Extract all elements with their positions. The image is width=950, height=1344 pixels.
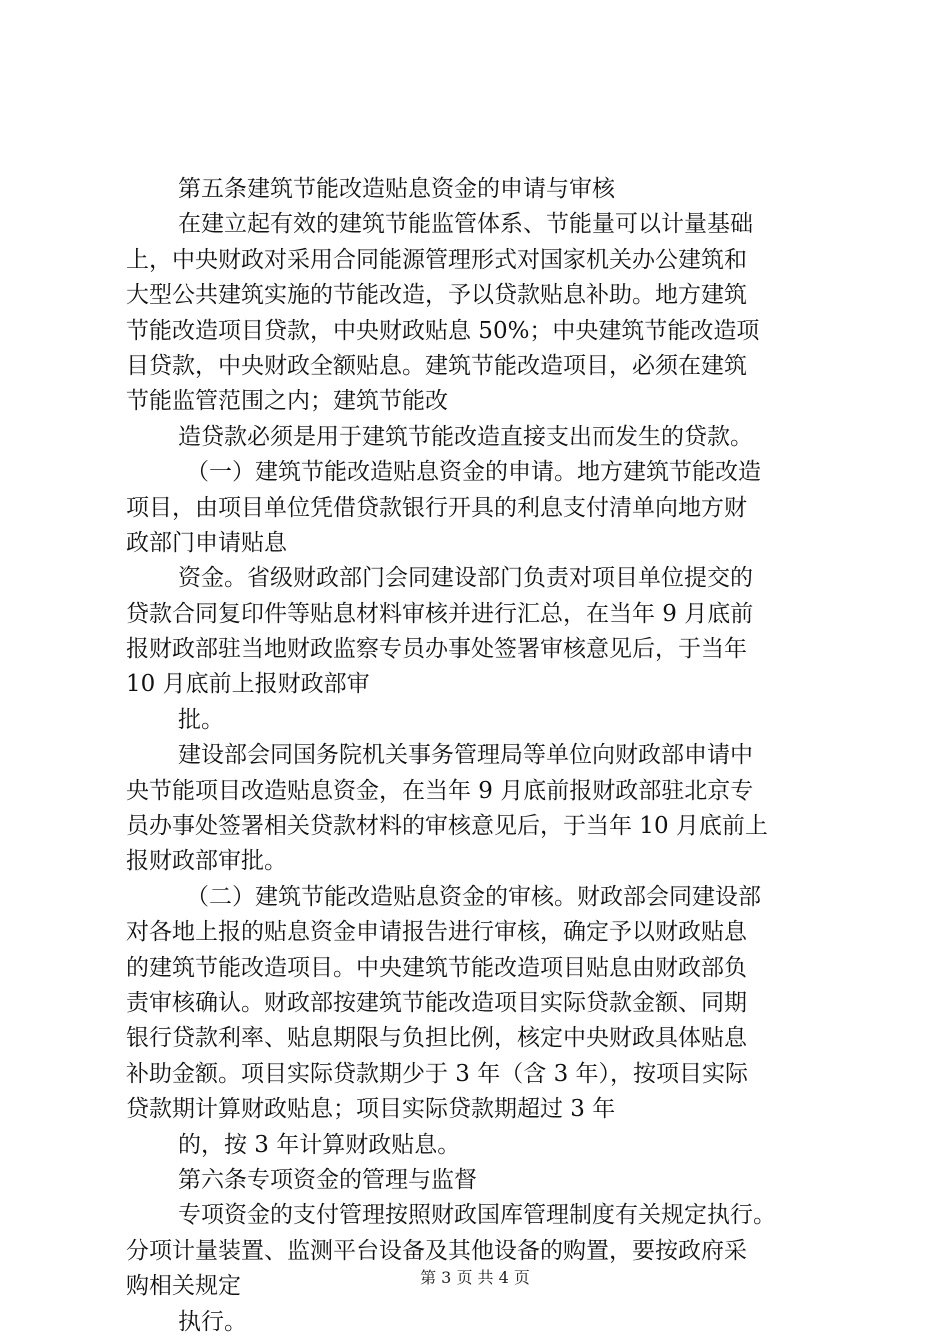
paragraph-line: 的建筑节能改造项目。中央建筑节能改造项目贴息由财政部负	[126, 954, 747, 981]
page-number-footer: 第 3 页 共 4 页	[420, 1268, 530, 1287]
paragraph-line: 银行贷款利率、贴息期限与负担比例，核定中央财政具体贴息	[126, 1025, 747, 1052]
paragraph-line: 员办事处签署相关贷款材料的审核意见后，于当年 10 月底前上	[126, 813, 768, 840]
paragraph-line: 项目，由项目单位凭借贷款银行开具的利息支付清单向地方财	[126, 494, 747, 521]
paragraph-line: 上，中央财政对采用合同能源管理形式对国家机关办公建筑和	[126, 246, 747, 273]
paragraph-line: 节能监管范围之内；建筑节能改	[126, 388, 448, 415]
paragraph-line: 资金。省级财政部门会同建设部门负责对项目单位提交的	[178, 565, 753, 592]
paragraph-line: 央节能项目改造贴息资金，在当年 9 月底前报财政部驻北京专	[126, 777, 754, 804]
paragraph-line: 购相关规定	[126, 1273, 241, 1300]
paragraph-line: 分项计量装置、监测平台设备及其他设备的购置，要按政府采	[126, 1237, 747, 1264]
paragraph-line: 造贷款必须是用于建筑节能改造直接支出而发生的贷款。	[178, 423, 753, 450]
subsection-two-line: （二）建筑节能改造贴息资金的审核。财政部会同建设部	[186, 883, 761, 910]
paragraph-line: 在建立起有效的建筑节能监管体系、节能量可以计量基础	[178, 211, 753, 238]
section-six-heading: 第六条专项资金的管理与监督	[178, 1166, 477, 1193]
paragraph-line: 报财政部审批。	[126, 848, 287, 875]
paragraph-line: 报财政部驻当地财政监察专员办事处签署审核意见后，于当年	[126, 636, 747, 663]
paragraph-line: 补助金额。项目实际贷款期少于 3 年（含 3 年），按项目实际	[126, 1060, 749, 1087]
paragraph-line: 目贷款，中央财政全额贴息。建筑节能改造项目，必须在建筑	[126, 352, 747, 379]
paragraph-line: 专项资金的支付管理按照财政国库管理制度有关规定执行。	[178, 1202, 776, 1229]
paragraph-line: 建设部会同国务院机关事务管理局等单位向财政部申请中	[178, 742, 753, 769]
paragraph-line: 的，按 3 年计算财政贴息。	[178, 1131, 461, 1158]
paragraph-line: 贷款期计算财政贴息；项目实际贷款期超过 3 年	[126, 1096, 616, 1123]
paragraph-line: 执行。	[178, 1308, 247, 1335]
paragraph-line: 责审核确认。财政部按建筑节能改造项目实际贷款金额、同期	[126, 989, 747, 1016]
subsection-one-line: （一）建筑节能改造贴息资金的申请。地方建筑节能改造	[186, 459, 761, 486]
paragraph-line: 节能改造项目贷款，中央财政贴息 50%；中央建筑节能改造项	[126, 317, 760, 344]
paragraph-line: 贷款合同复印件等贴息材料审核并进行汇总，在当年 9 月底前	[126, 600, 754, 627]
paragraph-line: 批。	[178, 706, 224, 733]
paragraph-line: 10 月底前上报财政部审	[126, 671, 370, 698]
section-five-heading: 第五条建筑节能改造贴息资金的申请与审核	[178, 176, 615, 202]
paragraph-line: 大型公共建筑实施的节能改造，予以贷款贴息补助。地方建筑	[126, 282, 747, 309]
paragraph-line: 政部门申请贴息	[126, 529, 287, 556]
document-body	[126, 172, 846, 1340]
paragraph-line: 对各地上报的贴息资金申请报告进行审核，确定予以财政贴息	[126, 919, 747, 946]
